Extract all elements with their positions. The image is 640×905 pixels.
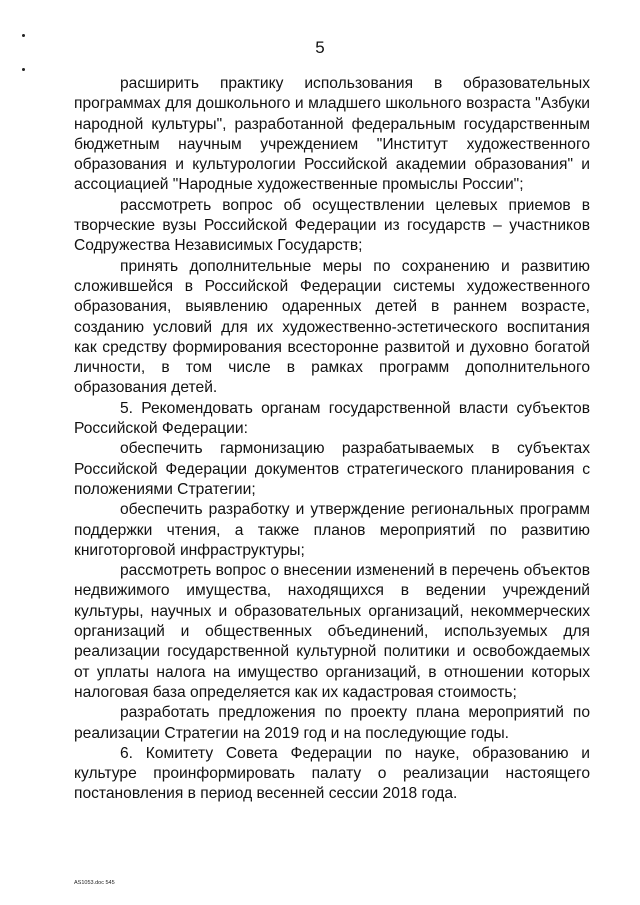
paragraph: принять дополнительные меры по сохранению и развитию сложившейся в Российской Федерации системы художественного образования, выявлению одаренных детей в раннем возрасте, созданию условий для их художественно-эстетического воспитания как средству формирования всесторонне развитой и духовно богатой личности, в том числе в рамках программ дополнительного образования детей. <box>74 257 590 397</box>
paragraph: рассмотреть вопрос об осуществлении целевых приемов в творческие вузы Российской Федерации из государств – участников Содружества Независимых Государств; <box>74 196 590 255</box>
footer-document-code: AS1053.doc 545 <box>74 880 115 886</box>
paragraph: обеспечить разработку и утверждение региональных программ поддержки чтения, а также планов мероприятий по развитию книготорговой инфраструктуры; <box>74 501 590 559</box>
document-body <box>74 74 590 805</box>
scan-mark <box>22 68 25 71</box>
paragraph: 5. Рекомендовать органам государственной власти субъектов Российской Федерации: <box>74 399 590 438</box>
paragraph: разработать предложения по проекту плана мероприятий по реализации Стратегии на 2019 год и на последующие годы. <box>74 704 590 742</box>
scan-mark <box>22 34 25 37</box>
paragraph: расширить практику использования в образовательных программах для дошкольного и младшего школьного возраста "Азбуки народной культуры", разработанной федеральным государственным бюджетным научным учреждением "Институт художественного образования и культурологии Российской академии образования" и ассоциацией "Народные художественные промыслы России"; <box>74 75 590 194</box>
paragraph: 6. Комитету Совета Федерации по науке, образованию и культуре проинформировать палату о реализации настоящего постановления в период весенней сессии 2018 года. <box>74 744 590 803</box>
paragraph: обеспечить гармонизацию разрабатываемых в субъектах Российской Федерации документов стратегического планирования с положениями Стратегии; <box>74 440 590 498</box>
page-number: 5 <box>315 38 325 57</box>
paragraph: рассмотреть вопрос о внесении изменений в перечень объектов недвижимого имущества, находящихся в ведении учреждений культуры, научных и образовательных организаций, некоммерческих организаций и общественных объединений, используемых для реализации государственной культурной политики и освобождаемых от уплаты налога на имущество организаций, в отношении которых налоговая база определяется как их кадастровая стоимость; <box>74 562 590 701</box>
